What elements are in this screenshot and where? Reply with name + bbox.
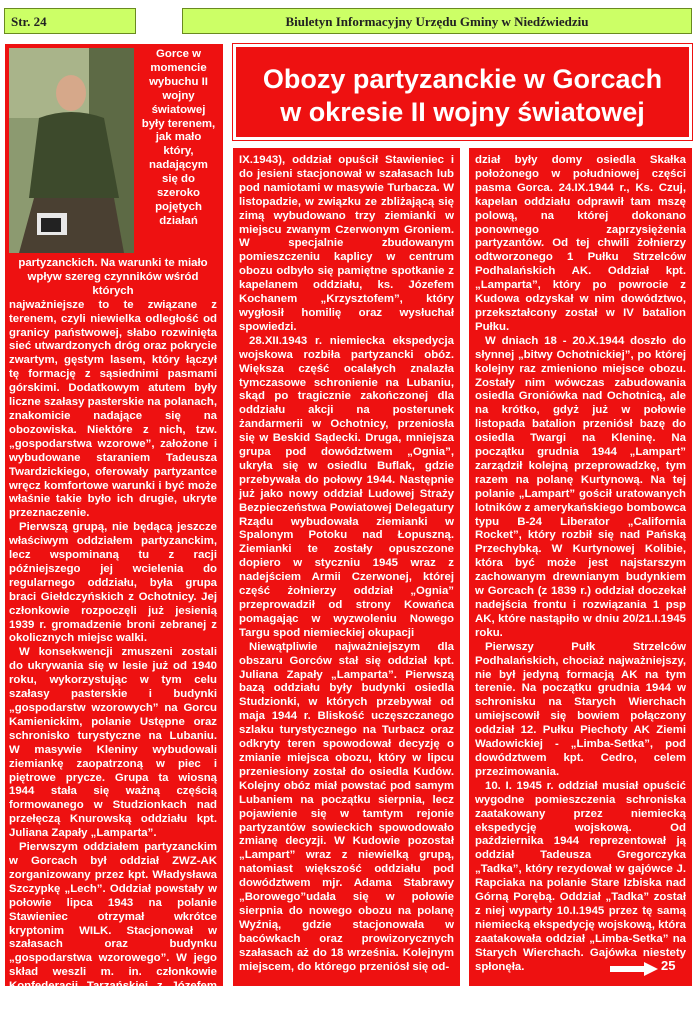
paragraph: W dniach 18 - 20.X.1944 doszło do słynnej „bitwy Ochotnickiej”, po której kolejny raz zmieniono miejsce obozu. Zostały nim wówczas zabudowania osiedla Groniówka nad Ochotnicą, ale na krótko, gdyż już w połowie listopada batalion przeniósł bazę do osiedla Twargi na Kleninę. Na początku grudnia 1944 „Lampart” zarządził kolejną przeprowadzkę, tym razem na polanę Kurtynową. Na tej polanie „Lampart” gościł uratowanych lotników z amerykańskiego bombowca typu B-24 Liberator „California Rocket”, który rozbił się nad Pańską Przechybką. W Kurtynowej Kolibie, która być może jest najstarszym zachowanym drewnianym budynkiem w Gorcach (z 1839 r.) oddział doczekał nadejścia frontu i rozwiązania 1 psp AK, które nastąpiło w dniu 20/21.I.1945 roku. — [475, 334, 686, 639]
page-number-box — [4, 8, 136, 34]
article-column-1 — [5, 44, 223, 1034]
title-line: w okresie II wojny światowej — [280, 97, 645, 127]
author-photo — [9, 48, 134, 253]
paragraph: Niewątpliwie najważniejszym dla obszaru Gorców stał się oddział kpt. Juliana Zapały „Lamparta”. Pierwszą bazą oddziału były budynki osiedla Studzionki, w których przebywał od maja 1944 r. Bliskość uczęszczanego szlaku turystycznego na Turbacz oraz odkryty teren spowodował decyzję o zmianie miejsca obozu, który w lipcu przeniesiony został do osiedla Kudów. Kolejny obóz miał powstać pod samym Lubaniem na początku sierpnia, lecz pojawienie się w tamtym rejonie partyzantów sowieckich spowodowało zmianę decyzji. W Kudowie pozostał „Lampart” wraz z niewielką grupą, natomiast większość oddziału pod dowództwem mjr. Adama Stabrawy „Borowego”udała się w połowie sierpnia do nowego obozu na polanę Wyźnią, gdzie stacjonowała w bacówkach oraz prowizorycznych szałasach aż do 18 września. Kolejnym miejscem, do którego przeniósł się od- — [239, 640, 454, 973]
bulletin-title: Biuletyn Informacyjny Urzędu Gminy w Niedźwiedziu — [285, 14, 589, 29]
paragraph: Pierwszym oddziałem partyzanckim w Gorcach był oddział ZWZ-AK zorganizowany przez kpt. Władysława Szczypkę „Lech”. Oddział powstały w połowie lipca 1943 na polanie Stawieniec otrzymał wkrótce kryptonim WILK. Stacjonował w szałasach oraz budynku „gospodarstwa wzorowego”. W jego skład weszli m. in. członkowie Konfederacji Tarzańskiej z Józefem Kurasiem „Ogniem”. Po tragicznym wypadku z bronią, w którym śmierć poniósł „Lech” (28. — [9, 841, 217, 1034]
paragraph: dział były domy osiedla Skałka położonego w południowej części pasma Gorca. 24.IX.1944 r., Ks. Czuj, kapelan oddziału odprawił tam mszę polową, na której dokonano ponownego zaprzysiężenia partyzantów. Od tej chwili żołnierzy odtworzonego 1 Pułku Strzelców Podhalańskich AK. Oddział kpt. „Lamparta”, który po powrocie z Kudowa odzyskał w nim dowództwo, przekształcony został w IV batalion Pułku. — [475, 154, 686, 333]
paragraph: Pierwszy Pułk Strzelców Podhalańskich, chociaż najważniejszy, nie był jedyną formacją AK na tym terenie. Na początku grudnia 1944 w schronisku na Starych Wierchach umiejscowił się bowiem połączony oddział 12. Pułku Piechoty AK Ziemi Wadowickiej - „Limba-Setka”, pod dowództwem kpt. Cedro, celem przezimowania. — [475, 640, 686, 778]
article-title — [236, 63, 689, 129]
page-number: Str. 24 — [11, 14, 47, 29]
paragraph: W konsekwencji zmuszeni zostali do ukrywania się w lesie już od 1940 roku, wykorzystując w tym celu szałasy pasterskie i budynki „gospodarstw wzorowych” na Gorcu Kamienickim, polanie Ustępne oraz schronisko turystyczne na Lubaniu. W masywie Kleniny wybudowali ziemiankę zaopatrzoną w piec i piętrowe prycze. Grupa ta wiosną 1944 stała się ważną częścią formowanego w Studzionkach nad przełęczą Knurowską oddziału kpt. Juliana Zapały „Lamparta”. — [9, 646, 217, 840]
title-line: Obozy partyzanckie w Gorcach — [262, 64, 663, 94]
bulletin-header — [182, 8, 692, 34]
paragraph: najważniejsze to te związane z terenem, czyli niewielka odległość od granicy państwowej, słabo rozwinięta sieć utwardzonych dróg oraz pokrycie zwartym, gęstym lasem, który łączył tę formację z sąsiednimi pasmami górskimi. Dodatkowym atutem były liczne szałasy pasterskie na polanach, znakomicie nadające się na obozowiska. Niektóre z nich, tzw. „gospodarstwa wzorowe”, założone i wybudowane staraniem Tadeusza Twardzickiego, oferowały partyzantce wręcz komfortowe warunki i być może właśnie takie było ich drugie, ukryte przeznaczenie. — [9, 298, 217, 520]
paragraph: IX.1943), oddział opuścił Stawieniec i do jesieni stacjonował w szałasach lub pod namiotami w masywie Turbacza. W listopadzie, w związku ze zbliżającą się zimą wybudowano trzy ziemianki w miejscu zwanym Czerwonym Groniem. W specjalnie zbudowanym pomieszczeniu kaplicy w centrum obozu odbyło się pamiętne spotkanie z kapelanem oddziału, ks. Józefem Kochanem „Krzysztofem”, który wygłosił homilię oraz wysłuchał spowiedzi. — [239, 154, 454, 333]
next-page-number: 25 — [661, 958, 676, 973]
title-box — [233, 44, 692, 140]
paragraph: 10. I. 1945 r. oddział musiał opuścić wygodne pomieszczenia schroniska zaatakowany przez niemiecką ekspedycję wojskową. Od października 1944 reprezentował ją oddział Tadeusza Gregorczyka „Tadka”, który rezydował w gajówce J. Rapciaka na polanie Stare Izbiska nad Górną Porębą. Oddział „Tadka” został z niej wyparty 10.I.1945 przez tę samą niemiecką ekspedycję wojskową, która zaatakowała oddział „Limba-Setka” na Starych Wierchach. Gajówka niestety spłonęła. — [475, 779, 686, 973]
intro-paragraph: Gorce w momencie wybuchu II wojny światowej były terenem, jak mało który, nadającym się do szeroko pojętych działań partyzanckich. Na warunki te miało wpływ szereg czynników wśród których — [18, 48, 216, 297]
article-column-2 — [233, 148, 460, 986]
paragraph: Pierwszą grupą, nie będącą jeszcze właściwym oddziałem partyzanckim, lecz wspominaną tu z racji późniejszego jej wcielenia do regularnego oddziału, była grupa braci Giełdczyńskich z Ochotnicy. Jej członkowie rozpoczęli już jesienią 1939 r. gromadzenie broni zebranej z okolicznych miejsc walki. — [9, 521, 217, 645]
arrow-right-icon — [610, 962, 658, 976]
paragraph: 28.XII.1943 r. niemiecka ekspedycja wojskowa rozbiła partyzancki obóz. Większa część ocalałych znalazła tymczasowe schronienie na Lubaniu, skąd po tragicznie zakończonej dla oddziału akcji na posterunek żandarmerii w Ochotnicy, przeniosła się w Beskid Sądecki. Druga, mniejsza grupa pod dowództwem „Ognia”, ukryła się w osiedlu Buflak, gdzie przebywała do połowy 1944. Następnie już jako nowy oddział Ludowej Straży Bezpieczeństwa Powiatowej Delegatury Rządu wybudowała ziemianki w Spalonym Potoku nad Łopuszną. Ziemianki te zostały opuszczone dopiero w styczniu 1945 wraz z nadejściem Armii Czerwonej, której część żołnierzy oddział „Ognia” przeprowadził od strony Kowańca pomagając w wyzwoleniu Nowego Targu spod niemieckiej okupacji — [239, 334, 454, 639]
article-column-3 — [469, 148, 692, 986]
author-photo-image — [9, 48, 134, 253]
